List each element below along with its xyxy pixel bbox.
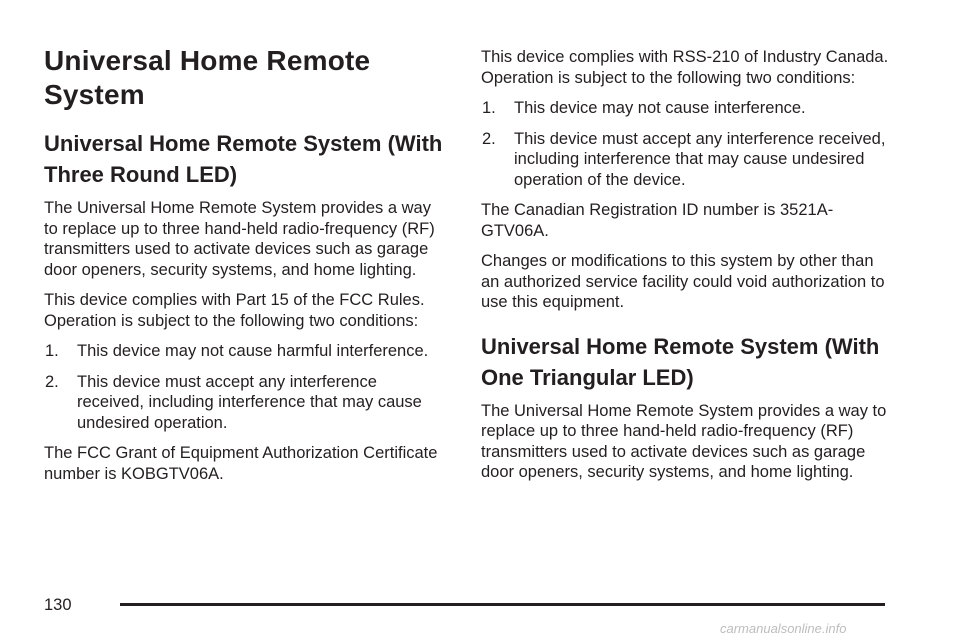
page-number: 130: [44, 596, 72, 614]
right-column: [481, 47, 891, 493]
fcc-grant-paragraph: The FCC Grant of Equipment Authorization Certificate number is KOBGTV06A.: [44, 444, 438, 483]
industry-canada-paragraph: This device complies with RSS-210 of Industry Canada. Operation is subject to the following two conditions:: [481, 48, 889, 87]
list-number: 2.: [45, 372, 59, 391]
fcc-compliance-paragraph: This device complies with Part 15 of the FCC Rules. Operation is subject to the following two conditions:: [44, 291, 425, 330]
list-number: 1.: [482, 99, 496, 117]
list-item: [482, 129, 891, 191]
canadian-registration-paragraph: The Canadian Registration ID number is 3521A-GTV06A.: [481, 201, 834, 240]
list-text: This device may not cause interference.: [514, 99, 806, 117]
list-text: This device must accept any interference received, including interference that may cause undesired operation of the device.: [514, 129, 886, 189]
fcc-conditions-list: [44, 341, 444, 433]
section-heading-three-round-led: Universal Home Remote System (With Three Round LED): [44, 131, 443, 187]
list-text: This device must accept any interference received, including interference that may cause undesired operation.: [77, 372, 422, 432]
list-item: [482, 98, 891, 119]
footer-divider: [120, 603, 885, 606]
list-item: [45, 341, 444, 362]
list-number: 1.: [45, 342, 59, 360]
watermark: carmanualsonline.info: [720, 621, 847, 636]
modifications-warning-paragraph: Changes or modifications to this system by other than an authorized service facility could void authorization to use this equipment.: [481, 252, 885, 311]
list-item: [45, 372, 444, 434]
intro-paragraph: The Universal Home Remote System provides a way to replace up to three hand-held radio-frequency (RF) transmitters used to activate devices such as garage door openers, security systems, and home lighting.: [44, 199, 435, 279]
list-number: 2.: [482, 129, 496, 148]
intro-paragraph-triangular: The Universal Home Remote System provides a way to replace up to three hand-held radio-frequency (RF) transmitters used to activate devices such as garage door openers, security systems, and home lighting.: [481, 401, 887, 481]
left-column: [44, 40, 444, 494]
canada-conditions-list: [481, 98, 891, 190]
page-title: Universal Home Remote System: [44, 45, 371, 110]
section-heading-one-triangular-led: Universal Home Remote System (With One Triangular LED): [481, 333, 880, 390]
list-text: This device may not cause harmful interference.: [77, 342, 429, 360]
